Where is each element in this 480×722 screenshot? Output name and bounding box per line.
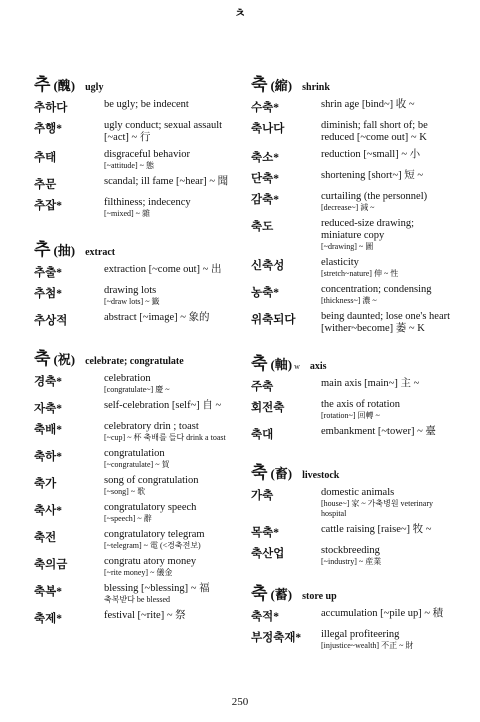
definition-text: shrin age [bind~] 收 ~ xyxy=(321,99,415,110)
definition-text: congratulatory telegram xyxy=(104,529,205,540)
headword-hanja: (醜) xyxy=(53,78,76,93)
entry-word: 추하다 xyxy=(34,102,68,114)
right-column xyxy=(251,70,451,656)
dictionary-entry xyxy=(34,344,234,626)
entry-word: 목축* xyxy=(251,527,279,539)
entry-definition xyxy=(321,191,451,213)
definition-note: [~mixed] ~ 雜 xyxy=(104,209,150,218)
entry-row xyxy=(34,120,234,144)
entry-definition xyxy=(321,399,451,421)
definition-note: [rotation~] 回轉 ~ xyxy=(321,411,380,420)
entry-row xyxy=(34,610,234,626)
definition-text: embankment [~tower] ~ 臺 xyxy=(321,426,436,437)
definition-text: cattle raising [raise~] 牧 ~ xyxy=(321,524,432,535)
definition-text: main axis [main~] 主 ~ xyxy=(321,378,420,389)
entry-definition xyxy=(104,149,234,171)
definition-note: [~telegram] ~ 電 (<경축전보) xyxy=(104,541,201,550)
definition-text: celebratory drin ; toast xyxy=(104,421,199,432)
entry-word: 축산업 xyxy=(251,548,285,560)
entry-word: 축배* xyxy=(34,424,62,436)
entry-row xyxy=(251,149,451,165)
definition-text: be ugly; be indecent xyxy=(104,99,189,110)
page-header-mark: ㅊ xyxy=(234,6,246,20)
definition-text: reduction [~small] ~ 小 xyxy=(321,149,421,160)
entry-definition xyxy=(104,583,234,605)
definition-text: congratulatory speech xyxy=(104,502,197,513)
definition-note: [injustice~wealth] 不正 ~ 財 xyxy=(321,641,414,650)
entry-row xyxy=(34,583,234,605)
entry-row xyxy=(34,373,234,395)
entry-row xyxy=(251,399,451,421)
entry-definition xyxy=(321,629,451,651)
entry-row xyxy=(34,176,234,192)
definition-note: [thickness~] 濃 ~ xyxy=(321,296,377,305)
headword-meaning: ugly xyxy=(85,82,104,93)
entry-row xyxy=(251,378,451,394)
entry-head xyxy=(251,349,451,374)
entry-word: 축복* xyxy=(34,586,62,598)
entry-definition xyxy=(104,529,234,551)
entry-row xyxy=(251,311,451,335)
headword-hanja: (軸) xyxy=(270,357,293,372)
entry-row xyxy=(251,545,451,567)
entry-word: 주축 xyxy=(251,381,274,393)
entry-word: 위축되다 xyxy=(251,314,296,326)
entry-head xyxy=(34,235,234,260)
definition-text: celebration xyxy=(104,373,151,384)
entry-row xyxy=(34,502,234,524)
definition-note: 축복받다 be blessed xyxy=(104,595,171,604)
entry-word: 추문 xyxy=(34,179,57,191)
entry-word: 축사* xyxy=(34,505,62,517)
definition-text: ugly conduct; sexual assault [~act] ~ 行 xyxy=(104,120,223,143)
entry-definition xyxy=(104,421,234,443)
definition-text: self-celebration [self~] 自 ~ xyxy=(104,400,222,411)
entry-row xyxy=(34,475,234,497)
entry-definition xyxy=(321,524,451,540)
entry-word: 추행* xyxy=(34,123,62,135)
definition-text: song of congratulation xyxy=(104,475,199,486)
entry-word: 가축 xyxy=(251,490,274,502)
entry-word: 축의금 xyxy=(34,559,68,571)
entry-word: 축소* xyxy=(251,152,279,164)
headword-meaning: shrink xyxy=(302,82,330,93)
definition-text: accumulation [~pile up] ~ 積 xyxy=(321,608,444,619)
entry-row xyxy=(251,524,451,540)
definition-note: [~attitude] ~ 態 xyxy=(104,161,154,170)
entry-word: 축제* xyxy=(34,613,62,625)
definition-text: blessing [~blessing] ~ 福 xyxy=(104,583,210,594)
headword: 추 xyxy=(34,75,51,94)
definition-text: the axis of rotation xyxy=(321,399,401,410)
definition-text: drawing lots xyxy=(104,285,157,296)
entry-word: 추상적 xyxy=(34,315,68,327)
definition-note: [~drawing] ~ 圖 xyxy=(321,242,374,251)
entry-row xyxy=(251,218,451,252)
entry-definition xyxy=(104,285,234,307)
headword: 축 xyxy=(34,349,51,368)
entry-row xyxy=(34,448,234,470)
definition-text: reduced-size drawing; miniature copy xyxy=(321,218,414,241)
entry-definition xyxy=(321,120,451,144)
headword-mark: w xyxy=(294,362,300,371)
headword-meaning: extract xyxy=(85,247,116,258)
definition-text: filthiness; indecency xyxy=(104,197,191,208)
entry-definition xyxy=(104,264,234,280)
entry-word: 추태 xyxy=(34,152,57,164)
definition-note: [~industry] ~ 産業 xyxy=(321,557,382,566)
entry-definition xyxy=(321,426,451,442)
definition-text: being daunted; lose one's heart [wither~become] 萎 ~ K xyxy=(321,311,451,334)
entry-head xyxy=(251,579,451,604)
entry-word: 추첨* xyxy=(34,288,62,300)
entry-word: 경축* xyxy=(34,376,62,388)
entry-word: 감축* xyxy=(251,194,279,206)
definition-note: [~song] ~ 歌 xyxy=(104,487,146,496)
definition-text: extraction [~come out] ~ 出 xyxy=(104,264,222,275)
entry-row xyxy=(251,284,451,306)
definition-text: illegal profiteering xyxy=(321,629,400,640)
entry-row xyxy=(251,487,451,519)
definition-text: domestic animals xyxy=(321,487,395,498)
entry-word: 축도 xyxy=(251,221,274,233)
entry-row xyxy=(251,170,451,186)
dictionary-entry xyxy=(251,579,451,651)
entry-definition xyxy=(104,312,234,328)
entry-word: 자축* xyxy=(34,403,62,415)
entry-definition xyxy=(104,475,234,497)
definition-text: congratulation xyxy=(104,448,165,459)
entry-word: 축하* xyxy=(34,451,62,463)
entry-definition xyxy=(321,218,451,252)
entry-row xyxy=(251,426,451,442)
entry-definition xyxy=(104,373,234,395)
page-number: 250 xyxy=(231,696,249,708)
entry-row xyxy=(34,312,234,328)
entry-word: 축대 xyxy=(251,429,274,441)
entry-row xyxy=(34,149,234,171)
definition-note: [congratulate~] 慶 ~ xyxy=(104,385,170,394)
entry-word: 추출* xyxy=(34,267,62,279)
entry-definition xyxy=(321,170,451,186)
headword: 축 xyxy=(251,354,268,373)
entry-word: 회전축 xyxy=(251,402,285,414)
entry-head xyxy=(34,344,234,369)
entry-row xyxy=(34,285,234,307)
entry-word: 축가 xyxy=(34,478,57,490)
entry-row xyxy=(251,608,451,624)
dictionary-entry xyxy=(34,70,234,219)
headword: 추 xyxy=(34,240,51,259)
entry-definition xyxy=(321,545,451,567)
entry-row xyxy=(34,197,234,219)
definition-text: scandal; ill fame [~hear] ~ 聞 xyxy=(104,176,229,187)
definition-note: [~cup] ~ 杯 축배를 들다 drink a toast xyxy=(104,433,226,442)
headword-hanja: (縮) xyxy=(270,78,293,93)
headword: 축 xyxy=(251,75,268,94)
entry-word: 축적* xyxy=(251,611,279,623)
entry-head xyxy=(251,458,451,483)
entry-definition xyxy=(321,257,451,279)
entry-definition xyxy=(104,176,234,192)
entry-row xyxy=(251,191,451,213)
entry-word: 축나다 xyxy=(251,123,285,135)
definition-note: [~draw lots] ~ 籤 xyxy=(104,297,160,306)
entry-row xyxy=(34,99,234,115)
entry-definition xyxy=(104,120,234,144)
entry-definition xyxy=(321,284,451,306)
entry-definition xyxy=(104,610,234,626)
definition-text: curtailing (the personnel) xyxy=(321,191,428,202)
definition-note: [~rite money] ~ 儀金 xyxy=(104,568,173,577)
entry-definition xyxy=(104,448,234,470)
entry-definition xyxy=(321,487,451,519)
entry-definition xyxy=(321,149,451,165)
entry-head xyxy=(34,70,234,95)
entry-row xyxy=(34,421,234,443)
headword-meaning: livestock xyxy=(302,470,340,481)
definition-text: congratu atory money xyxy=(104,556,197,567)
definition-text: disgraceful behavior xyxy=(104,149,191,160)
entry-definition xyxy=(321,378,451,394)
definition-text: stockbreeding xyxy=(321,545,380,556)
dictionary-entry xyxy=(251,349,451,442)
dictionary-entry xyxy=(251,458,451,567)
headword-hanja: (祝) xyxy=(53,352,76,367)
definition-text: abstract [~image] ~ 象的 xyxy=(104,312,210,323)
entry-definition xyxy=(104,502,234,524)
headword-hanja: (畜) xyxy=(270,466,293,481)
dictionary-entry xyxy=(34,235,234,328)
definition-text: diminish; fall short of; be reduced [~come out] ~ K xyxy=(321,120,428,143)
headword: 축 xyxy=(251,584,268,603)
entry-word: 수축* xyxy=(251,102,279,114)
definition-text: concentration; condensing xyxy=(321,284,432,295)
definition-note: [decrease~] 減 ~ xyxy=(321,203,375,212)
headword-hanja: (抽) xyxy=(53,243,76,258)
entry-definition xyxy=(321,99,451,115)
definition-text: elasticity xyxy=(321,257,359,268)
headword-meaning: axis xyxy=(309,361,327,372)
definition-note: [~speech] ~ 辭 xyxy=(104,514,152,523)
entry-word: 단축* xyxy=(251,173,279,185)
entry-definition xyxy=(104,400,234,416)
definition-note: [~congratulate] ~ 賀 xyxy=(104,460,170,469)
definition-text: shortening [short~] 短 ~ xyxy=(321,170,424,181)
entry-row xyxy=(251,120,451,144)
headword-meaning: celebrate; congratulate xyxy=(85,356,184,367)
definition-note: [house~] 家 ~ 가축병원 veterinary hospital xyxy=(321,499,433,518)
entry-word: 신축성 xyxy=(251,260,285,272)
entry-definition xyxy=(321,311,451,335)
definition-note: [stretch~nature] 伸 ~ 性 xyxy=(321,269,399,278)
entry-word: 농축* xyxy=(251,287,279,299)
entry-definition xyxy=(104,197,234,219)
entry-definition xyxy=(104,99,234,115)
entry-row xyxy=(251,257,451,279)
entry-definition xyxy=(104,556,234,578)
entry-word: 축전 xyxy=(34,532,57,544)
entry-row xyxy=(251,629,451,651)
entry-row xyxy=(34,529,234,551)
entry-word: 추잡* xyxy=(34,200,62,212)
entry-row xyxy=(251,99,451,115)
dictionary-entry xyxy=(251,70,451,335)
definition-text: festival [~rite] ~ 祭 xyxy=(104,610,186,621)
entry-head xyxy=(251,70,451,95)
entry-row xyxy=(34,264,234,280)
headword: 축 xyxy=(251,463,268,482)
entry-definition xyxy=(321,608,451,624)
entry-row xyxy=(34,400,234,416)
left-column xyxy=(34,70,234,631)
headword-hanja: (蓄) xyxy=(270,587,293,602)
headword-meaning: store up xyxy=(302,591,337,602)
entry-row xyxy=(34,556,234,578)
entry-word: 부정축재* xyxy=(251,632,302,644)
